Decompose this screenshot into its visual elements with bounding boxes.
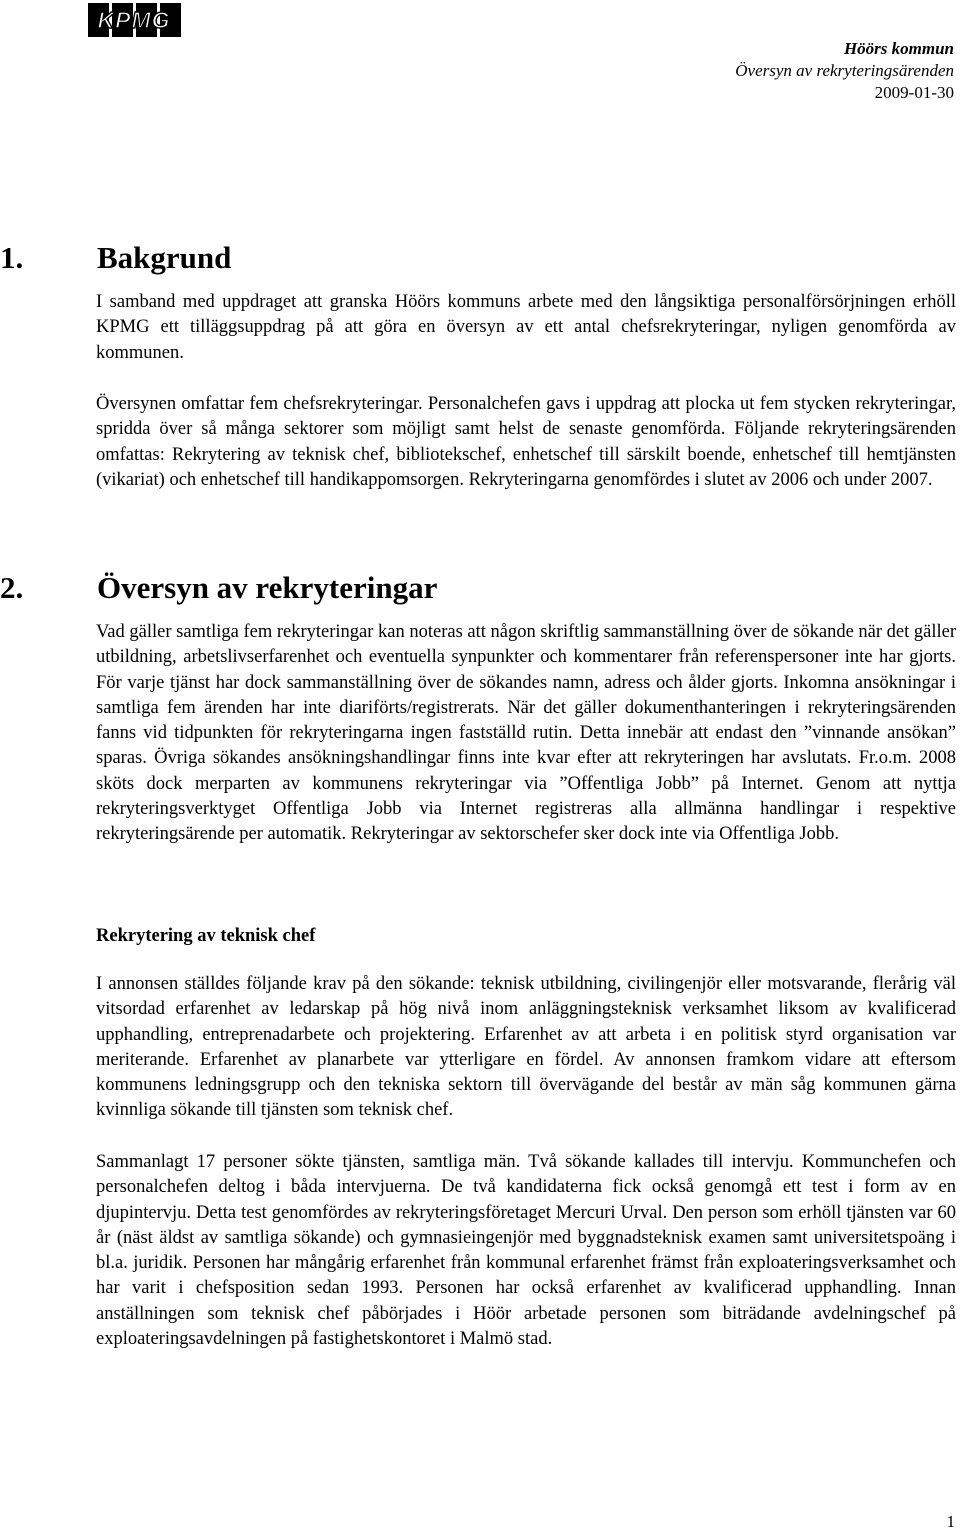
subsection-heading: Rekrytering av teknisk chef: [96, 926, 316, 946]
paragraph: I annonsen ställdes följande krav på den sökande: teknisk utbildning, civilingenjör eller motsvarande, flerårig väl vitsordad erfarenhet av ledarskap på hög nivå inom anläggningsteknisk verksamhet liksom av kvalificerad upphandling, entreprenadarbete och projektering. Erfarenhet av att arbeta i en politisk styrd organisation var meriterande. Erfarenhet av planarbete var ytterligare en fördel. Av annonsen framkom vidare att eftersom kommunens ledningsgrupp och den tekniska sektorn till övervägande del består av män såg kommunen gärna kvinnliga sökande till tjänsten som teknisk chef.: [96, 974, 956, 1121]
logo-text: KPMG: [97, 7, 171, 33]
section-number: 1.: [0, 240, 24, 275]
paragraph: Sammanlagt 17 personer sökte tjänsten, samtliga män. Två sökande kallades till intervju. Kommunchefen och personalchefen deltog i båda intervjuerna. De två kandidaterna fick också genomgå ett test i form av en djupintervju. Detta test genomfördes av rekryteringsföretaget Mercuri Urval. Den person som erhöll tjänsten var 60 år (näst äldst av samtliga sökande) och gymnasieingenjör med byggnadsteknisk examen samt universitetspoäng i bl.a. juridik. Personen har mångårig erfarenhet från kommunal erfarenhet främst från exploateringsverksamhet och har varit i chefsposition sedan 1993. Personen har också erfarenhet av kvalificerad upphandling. Innan anställningen som teknisk chef påbörjades i Höör arbetade personen som biträdande avdelningschef på exploateringsavdelningen på fastighetskontoret i Malmö stad.: [96, 1152, 956, 1350]
running-header: [735, 38, 954, 104]
section-number: 2.: [0, 570, 24, 605]
header-document-title: Översyn av rekryteringsärenden: [735, 61, 954, 80]
header-date: 2009-01-30: [874, 83, 954, 102]
kpmg-logo: [88, 3, 180, 37]
header-organization: Höörs kommun: [843, 39, 954, 58]
page-number: 1: [946, 1512, 955, 1531]
paragraph: Vad gäller samtliga fem rekryteringar kan noteras att någon skriftlig sammanställning över de sökande när det gäller utbildning, arbetslivserfarenhet och eventuella synpunkter och kommentarer från referenspersoner inte har gjorts. För varje tjänst har dock sammanställning över de sökandes namn, adress och ålder gjorts. Inkomna ansökningar i samtliga fem ärenden har inte diariförts/registrerats. När det gäller dokumenthanteringen i rekryteringsärenden fanns vid tidpunkten för rekryteringarna ingen fastställd rutin. Detta innebär att endast den ”vinnande ansökan” sparas. Övriga sökandes ansökningshandlingar finns inte kvar efter att rekryteringen har avslutats. Fr.o.m. 2008 sköts dock merparten av kommunens rekryteringar via ”Offentliga Jobb” på Internet. Genom att nyttja rekryteringsverktyget Offentliga Jobb via Internet registreras alla allmänna handlingar i respektive rekryteringsärende per automatik. Rekryteringar av sektorschefer sker dock inte via Offentliga Jobb.: [96, 622, 956, 845]
section-title: Översyn av rekryteringar: [97, 570, 438, 605]
paragraph: I samband med uppdraget att granska Höörs kommuns arbete med den långsiktiga personalförsörjningen erhöll KPMG ett tilläggsuppdrag på att göra en översyn av ett antal chefsrekryteringar, nyligen genomförda av kommunen.: [96, 292, 956, 363]
section-title: Bakgrund: [97, 240, 232, 275]
paragraph: Översynen omfattar fem chefsrekryteringar. Personalchefen gavs i uppdrag att plocka ut fem stycken rekryteringar, spridda över så många sektorer som möjligt samt helst de senaste genomförda. Följande rekryteringsärenden omfattas: Rekrytering av teknisk chef, bibliotekschef, enhetschef till särskilt boende, enhetschef till hemtjänsten (vikariat) och enhetschef till handikappomsorgen. Rekryteringarna genomfördes i slutet av 2006 och under 2007.: [96, 394, 956, 490]
